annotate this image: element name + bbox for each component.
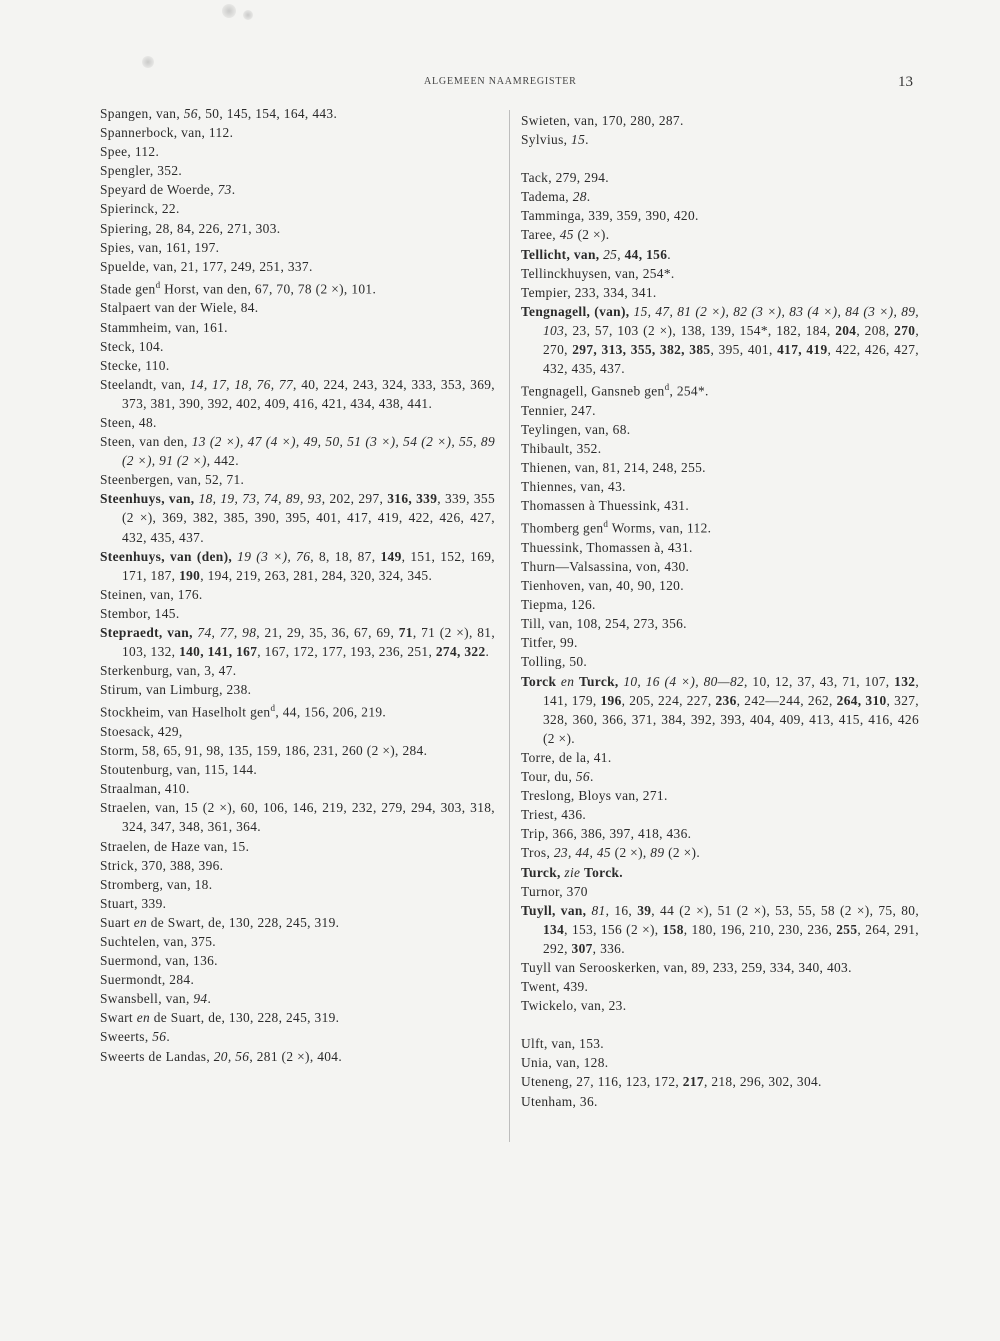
- index-entry: Twickelo, van, 23.: [521, 998, 627, 1014]
- page-number: 13: [898, 74, 913, 90]
- bold-reference: Torck.: [584, 864, 623, 880]
- index-entry: Swart en de Suart, de, 130, 228, 245, 319.: [100, 1010, 340, 1026]
- bold-reference: Turck,: [578, 673, 619, 689]
- index-entry: Stade gen$^d$ Horst, van den, 67, 70, 78 (2 ×), 101.: [100, 279, 377, 297]
- index-entry: Tienhoven, van, 40, 90, 120.: [521, 578, 684, 594]
- index-entry: Suart en de Swart, de, 130, 228, 245, 319.: [100, 914, 340, 930]
- index-entry: Storm, 58, 65, 91, 98, 135, 159, 186, 231, 260 (2 ×), 284.: [100, 743, 428, 759]
- bold-reference: 39: [637, 902, 652, 918]
- index-entry: Straalman, 410.: [100, 781, 190, 797]
- index-entry: Stalpaert van der Wiele, 84.: [100, 300, 259, 316]
- bold-reference: 149: [380, 548, 402, 564]
- column-divider: [509, 110, 510, 1142]
- index-entry: Tadema, 28.: [521, 189, 591, 205]
- index-entry: Thuessink, Thomassen à, 431.: [521, 539, 693, 555]
- index-entry: Stepraedt, van, 74, 77, 98, 21, 29, 35, 36, 67, 69, 71, 71 (2 ×), 81, 103, 132, 140, 141, 167, 167, 172, 177, 193, 236, 251, 274, 322.: [100, 625, 496, 660]
- index-entry: Steelandt, van, 14, 17, 18, 76, 77, 40, 224, 243, 324, 333, 353, 369, 373, 381, 390, 392, 402, 409, 416, 421, 434, 438, 441.: [100, 376, 495, 411]
- italic-reference: 23, 44, 45: [553, 845, 611, 861]
- index-entry: Thurn—Valsassina, von, 430.: [521, 559, 690, 574]
- index-entry: Thiennes, van, 43.: [521, 479, 626, 495]
- index-entry: Sweerts, 56.: [100, 1029, 171, 1045]
- bold-reference: Steenhuys, van,: [100, 491, 195, 507]
- index-entry: Triest, 436.: [521, 807, 587, 823]
- bold-reference: Tuyll, van,: [521, 902, 587, 918]
- index-entry: Suermond, van, 136.: [100, 953, 218, 969]
- index-entry: Steenbergen, van, 52, 71.: [100, 472, 245, 488]
- italic-reference: 89: [650, 845, 665, 861]
- ink-smudge: [222, 4, 236, 18]
- bold-reference: 217: [682, 1074, 704, 1090]
- bold-reference: 190: [179, 567, 201, 583]
- index-entry: Trip, 366, 386, 397, 418, 436.: [521, 826, 692, 842]
- index-entry: Spies, van, 161, 197.: [100, 239, 220, 255]
- index-entry: Taree, 45 (2 ×).: [521, 227, 610, 243]
- index-entry: Tack, 279, 294.: [521, 170, 609, 186]
- bold-reference: Tengnagell, (van),: [521, 303, 630, 319]
- index-entry: Speyard de Woerde, 73.: [100, 182, 236, 198]
- italic-reference: 56: [575, 769, 590, 785]
- page-header: [0, 76, 1000, 96]
- index-entry: Tellinckhuysen, van, 254*.: [521, 265, 675, 281]
- italic-reference: 56: [152, 1029, 167, 1045]
- bold-reference: 44, 156: [624, 246, 668, 262]
- index-entry: Uteneng, 27, 116, 123, 172, 217, 218, 296, 302, 304.: [521, 1074, 822, 1090]
- bold-reference: 134: [543, 921, 565, 937]
- index-entry: Strick, 370, 388, 396.: [100, 857, 224, 873]
- index-entry: Stromberg, van, 18.: [100, 876, 213, 892]
- index-entry: Tuyll, van, 81, 16, 39, 44 (2 ×), 51 (2 ×), 53, 55, 58 (2 ×), 75, 80, 134, 153, 156 (2 ×), 158, 180, 196, 210, 230, 236, 255, 264, 291, 292, 307, 336.: [521, 902, 920, 956]
- index-entry: Spengler, 352.: [100, 163, 183, 179]
- italic-reference: 13 (2 ×), 47 (4 ×), 49, 50, 51 (3 ×), 54 (2 ×), 55, 89 (2 ×), 91 (2 ×): [122, 434, 495, 469]
- bold-reference: 140, 141, 167: [179, 644, 258, 660]
- index-entry: Utenham, 36.: [521, 1093, 598, 1109]
- index-entry: Till, van, 108, 254, 273, 356.: [521, 616, 687, 632]
- italic-reference: 19 (3 ×), 76: [237, 548, 311, 564]
- italic-reference: 73: [217, 182, 232, 198]
- index-entry: [521, 863, 919, 882]
- italic-reference: 15, 47, 81 (2 ×), 82 (3 ×), 83 (4 ×), 84 (3 ×), 89, 103: [543, 303, 920, 338]
- ink-smudge: [243, 10, 253, 20]
- index-entry: Sweerts de Landas, 20, 56, 281 (2 ×), 404.: [100, 1048, 343, 1064]
- index-entry: Stirum, van Limburg, 238.: [100, 682, 252, 698]
- index-entry: Suermondt, 284.: [100, 972, 195, 988]
- index-entry: Steen, van den, 13 (2 ×), 47 (4 ×), 49, 50, 51 (3 ×), 54 (2 ×), 55, 89 (2 ×), 91 (2 ×), 442.: [100, 434, 495, 469]
- bold-reference: 270: [894, 322, 916, 338]
- ink-smudge: [142, 56, 154, 68]
- index-entry: Torck en Turck, 10, 16 (4 ×), 80—82, 10, 12, 37, 43, 71, 107, 132, 141, 179, 196, 205, 224, 227, 236, 242—244, 262, 264, 310, 327, 328, 360, 366, 371, 384, 392, 393, 404, 409, 413, 415, 416, 426 (2 ×).: [521, 673, 920, 746]
- index-entry: Tempier, 233, 334, 341.: [521, 284, 657, 300]
- index-entry: Tiepma, 126.: [521, 597, 596, 613]
- bold-reference: 264, 310: [836, 692, 887, 708]
- index-entry: Steinen, van, 176.: [100, 586, 203, 602]
- bold-reference: 204: [835, 322, 857, 338]
- index-entry: Steen, 48.: [100, 414, 157, 430]
- running-title: ALGEMEEN NAAMREGISTER: [424, 76, 577, 87]
- index-entry: Turnor, 370: [521, 883, 588, 899]
- index-entry: Swansbell, van, 94.: [100, 991, 212, 1007]
- italic-reference: 45: [559, 227, 574, 243]
- italic-reference: 18, 19, 73, 74, 89, 93: [198, 491, 322, 507]
- index-entry: Tros, 23, 44, 45 (2 ×), 89 (2 ×).: [521, 845, 701, 861]
- index-entry: Tamminga, 339, 359, 390, 420.: [521, 208, 699, 224]
- italic-reference: 74, 77, 98: [197, 625, 257, 640]
- index-entry: Thienen, van, 81, 214, 248, 255.: [521, 460, 706, 476]
- index-entry: Thomassen à Thuessink, 431.: [521, 498, 690, 514]
- italic-reference: 28: [572, 189, 587, 205]
- bold-reference: Stepraedt, van,: [100, 625, 193, 640]
- bold-reference: 196: [600, 692, 622, 708]
- bold-reference: 255: [836, 921, 858, 937]
- index-entry: Spee, 112.: [100, 144, 160, 160]
- index-entry: Torre, de la, 41.: [521, 749, 612, 765]
- bold-reference: Turck,: [521, 864, 561, 880]
- italic-reference: en: [136, 1010, 151, 1026]
- index-entry: Stembor, 145.: [100, 605, 180, 621]
- index-entry: Stammheim, van, 161.: [100, 319, 228, 335]
- index-entry: Straelen, van, 15 (2 ×), 60, 106, 146, 219, 232, 279, 294, 303, 318, 324, 347, 348, 361, 364.: [100, 800, 495, 835]
- bold-reference: 297, 313, 355, 382, 385: [572, 342, 711, 358]
- italic-reference: zie: [564, 864, 581, 880]
- italic-reference: 14, 17, 18, 76, 77: [189, 376, 294, 392]
- bold-reference: 417, 419: [777, 342, 828, 358]
- bold-reference: 158: [662, 921, 684, 937]
- bold-reference: Steenhuys, van (den),: [100, 548, 233, 564]
- index-entry: Sterkenburg, van, 3, 47.: [100, 663, 237, 679]
- index-entry: Stockheim, van Haselholt gen$^d$, 44, 156, 206, 219.: [100, 703, 387, 720]
- index-entry: Spiering, 28, 84, 226, 271, 303.: [100, 220, 281, 236]
- italic-reference: en: [133, 914, 148, 930]
- index-entry: Steck, 104.: [100, 338, 164, 354]
- index-entry: Ulft, van, 153.: [521, 1036, 604, 1052]
- bold-reference: 132: [894, 673, 916, 689]
- bold-reference: 71: [398, 625, 413, 640]
- bold-reference: Tellicht, van,: [521, 246, 600, 262]
- index-entry: Suchtelen, van, 375.: [100, 933, 216, 949]
- index-entry: Steenhuys, van, 18, 19, 73, 74, 89, 93, 202, 297, 316, 339, 339, 355 (2 ×), 369, 382, 385, 390, 395, 401, 417, 419, 422, 426, 427, 432, 435, 437.: [100, 491, 495, 545]
- index-entry: Titfer, 99.: [521, 635, 578, 651]
- bold-reference: 274, 322: [435, 644, 486, 660]
- index-entry: Spuelde, van, 21, 177, 249, 251, 337.: [100, 258, 313, 274]
- index-entry: Spannerbock, van, 112.: [100, 125, 234, 141]
- italic-reference: 20, 56: [213, 1048, 250, 1064]
- italic-reference: 25: [603, 246, 618, 262]
- italic-reference: 15: [571, 132, 586, 148]
- bold-reference: 236: [715, 692, 737, 708]
- index-entry: Tolling, 50.: [521, 654, 588, 670]
- bold-reference: Torck: [521, 673, 557, 689]
- italic-reference: 10, 16 (4 ×), 80—82: [623, 673, 745, 689]
- index-entry: Sylvius, 15.: [521, 132, 589, 148]
- index-entry: Tellicht, van, 25, 44, 156.: [521, 246, 671, 262]
- index-entry: Twent, 439.: [521, 979, 589, 995]
- index-entry: Stecke, 110.: [100, 357, 170, 373]
- italic-reference: 56: [183, 106, 198, 121]
- index-entry: Stoutenburg, van, 115, 144.: [100, 762, 258, 778]
- index-entry: Thomberg gen$^d$ Worms, van, 112.: [521, 519, 712, 536]
- index-entry: Teylingen, van, 68.: [521, 421, 631, 437]
- index-column-left: [100, 104, 495, 1066]
- index-entry: Tengnagell, (van), 15, 47, 81 (2 ×), 82 (3 ×), 83 (4 ×), 84 (3 ×), 89, 103, 23, 57, 103 (2 ×), 138, 139, 154*, 182, 184, 204, 208, 270, 270, 297, 313, 355, 382, 385, 395, 401, 417, 419, 422, 426, 427, 432, 435, 437.: [521, 303, 920, 377]
- bold-reference: 307: [571, 940, 593, 956]
- index-entry: Steenhuys, van (den), 19 (3 ×), 76, 8, 18, 87, 149, 151, 152, 169, 171, 187, 190, 194, 219, 263, 281, 284, 320, 324, 345.: [100, 548, 495, 583]
- index-entry: Stuart, 339.: [100, 895, 167, 911]
- index-column-right: [521, 111, 919, 1111]
- index-entry: Tengnagell, Gansneb gen$^d$, 254*.: [521, 382, 709, 399]
- index-entry: Stoesack, 429,: [100, 723, 183, 739]
- italic-reference: 94: [193, 991, 208, 1007]
- index-entry: Treslong, Bloys van, 271.: [521, 788, 668, 804]
- index-entry: Straelen, de Haze van, 15.: [100, 838, 250, 854]
- index-entry: Tuyll van Serooskerken, van, 89, 233, 259, 334, 340, 403.: [521, 959, 852, 975]
- index-entry: Tennier, 247.: [521, 402, 596, 418]
- bold-reference: 316, 339: [387, 491, 438, 507]
- index-entry: Unia, van, 128.: [521, 1055, 609, 1071]
- italic-reference: en: [560, 673, 575, 689]
- index-entry: Spierinck, 22.: [100, 201, 180, 217]
- index-entry: Swieten, van, 170, 280, 287.: [521, 113, 684, 128]
- index-entry: Spangen, van, 56, 50, 145, 154, 164, 443.: [100, 106, 338, 121]
- index-entry: Tour, du, 56.: [521, 769, 594, 785]
- italic-reference: 81: [591, 902, 606, 918]
- index-entry: Thibault, 352.: [521, 440, 602, 456]
